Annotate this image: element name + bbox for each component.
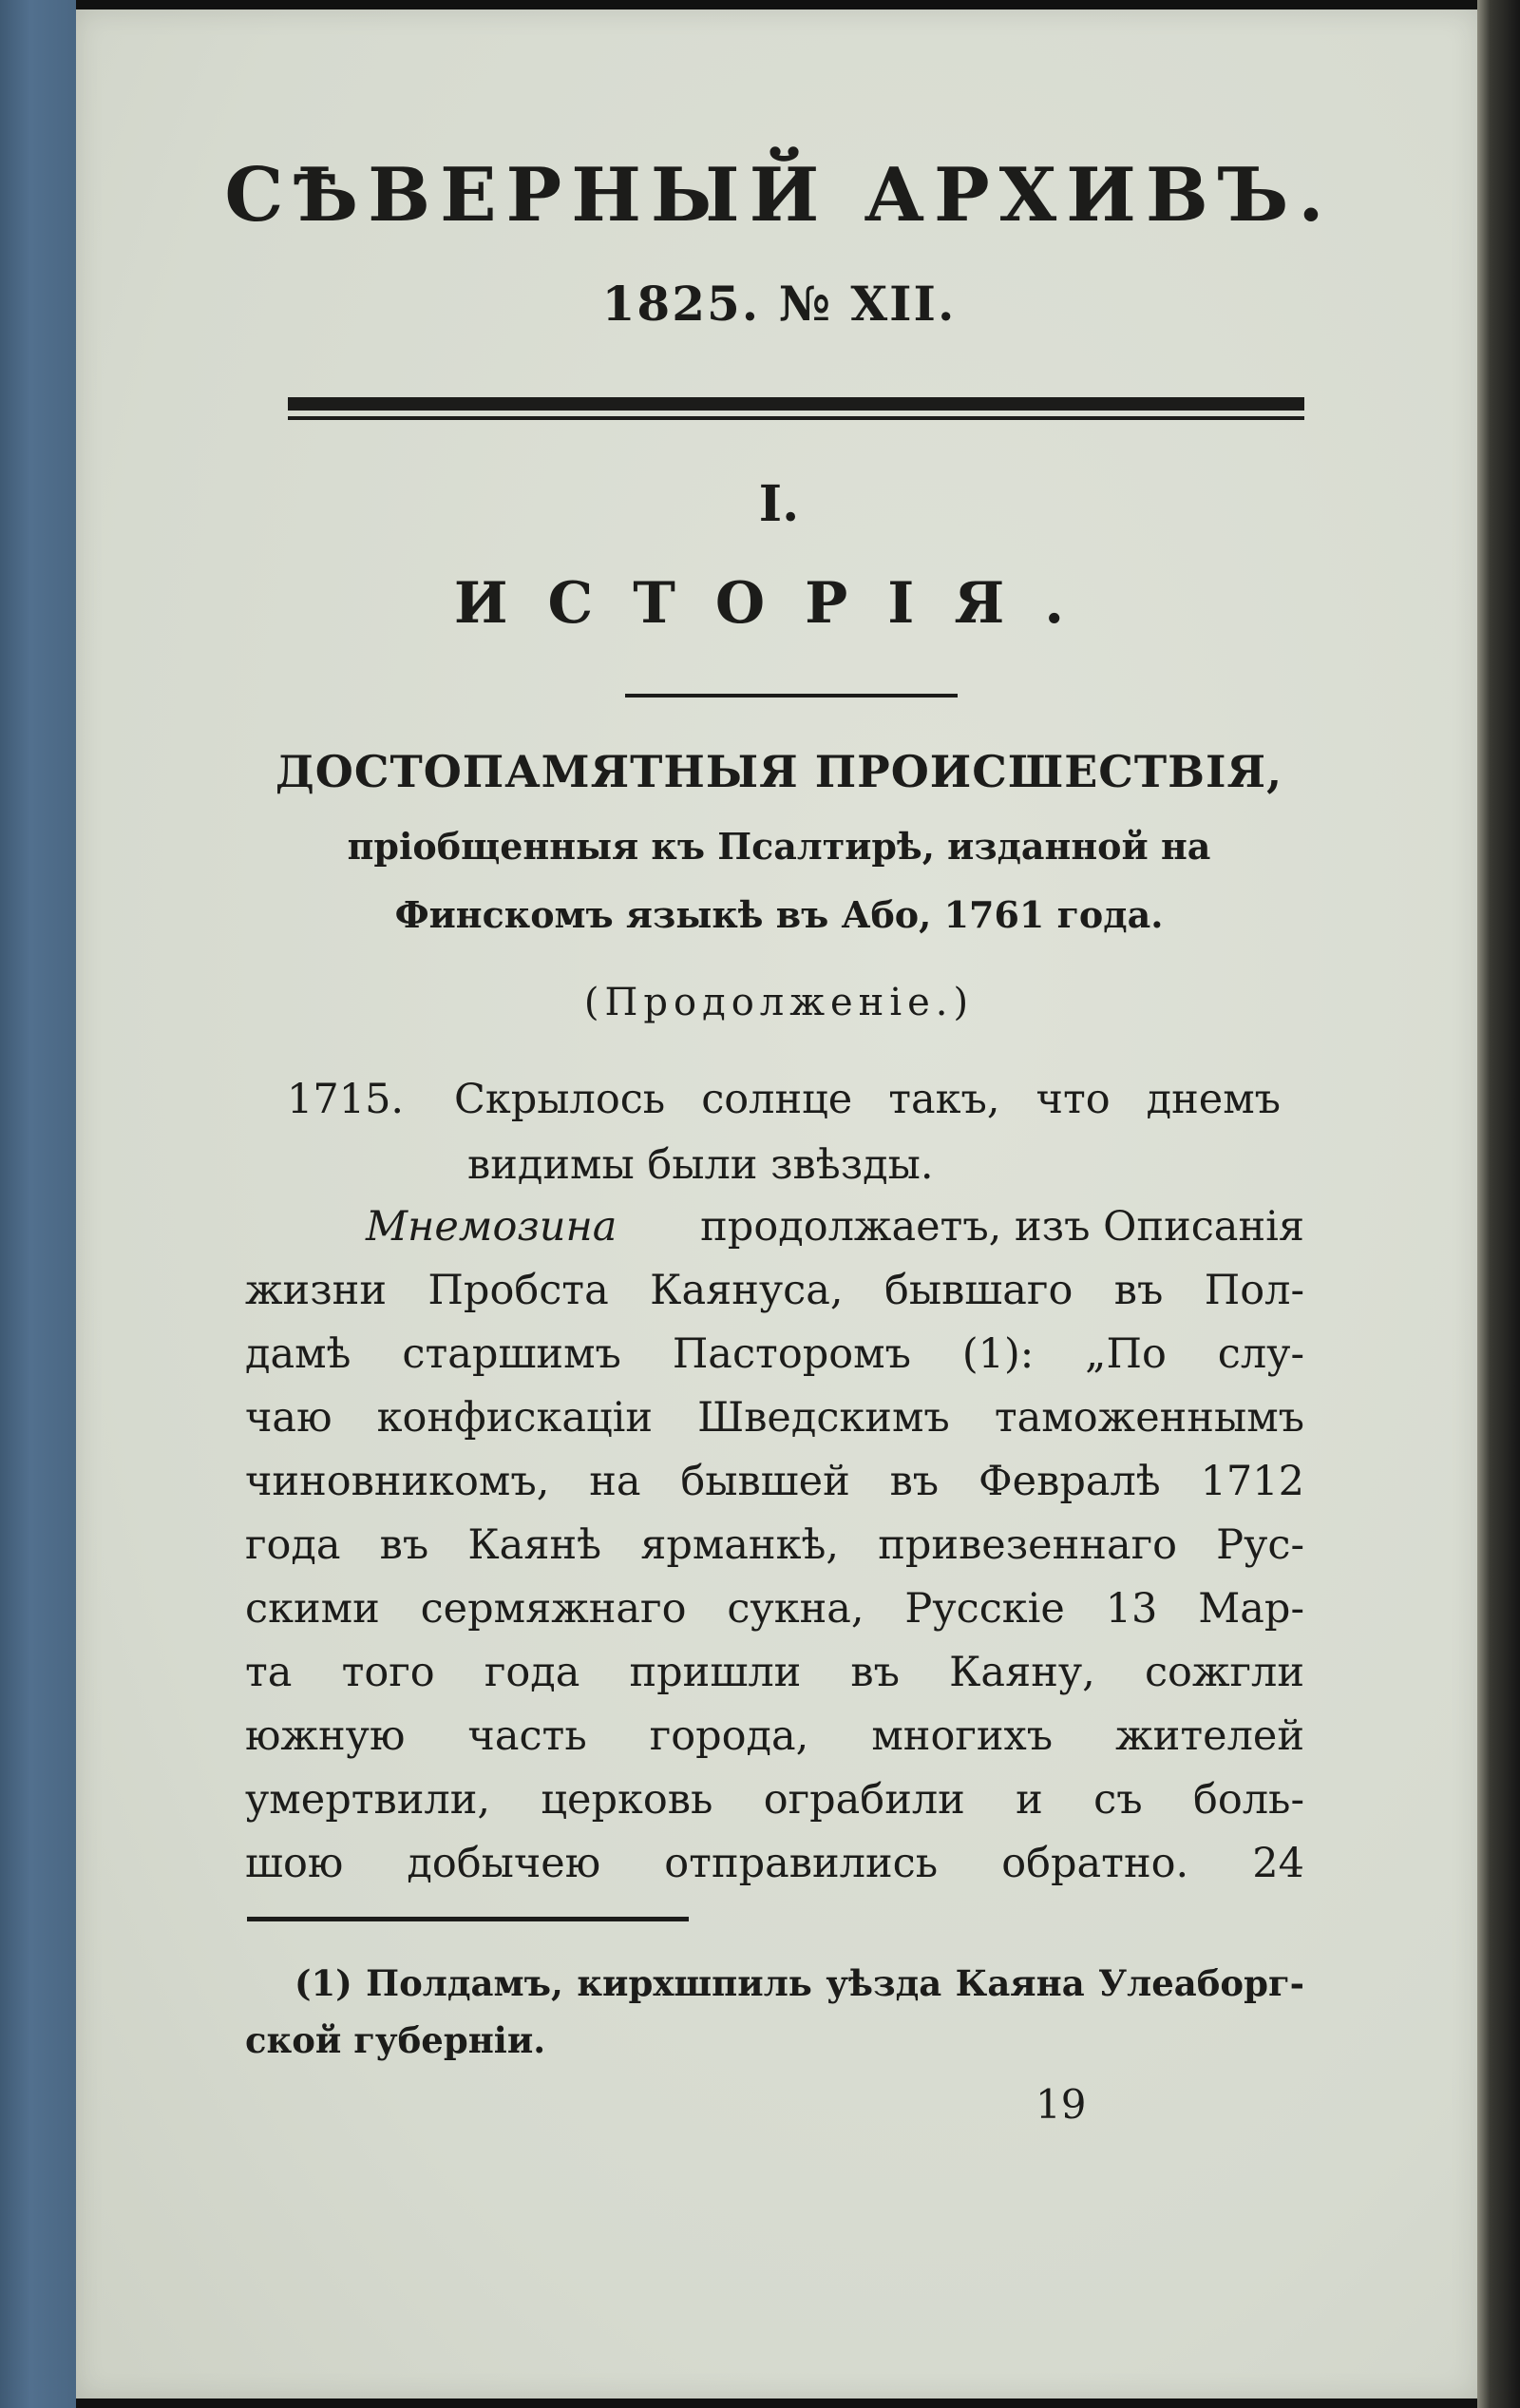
paragraph-line-1-rest: продолжаетъ, изъ Описанія [700, 1203, 1304, 1251]
article-subtitle-line-2: Финскомъ языкѣ въ Або, 1761 года. [394, 893, 1164, 936]
paragraph-line: шою добычею отправились обратно. 24 [245, 1840, 1304, 1887]
journal-title: СѢВЕРНЫЙ АРХИВЪ. [224, 152, 1334, 239]
book-spine [0, 0, 76, 2408]
section-number: I. [758, 475, 800, 533]
issue-number: 1825. № XII. [601, 276, 957, 332]
entry-line-2: видимы были звѣзды. [467, 1141, 934, 1189]
footnote-line-1: (1) Полдамъ, кирхшпиль уѣзда Каяна Улеаборг- [294, 1962, 1304, 2004]
footnote-rule [247, 1917, 689, 1921]
paragraph-line: та того года пришли въ Каяну, сожгли [245, 1649, 1304, 1696]
footnote-line-2: ской губерніи. [245, 2019, 546, 2061]
article-subtitle-line-1: пріобщенныя къ Псалтирѣ, изданной на [347, 825, 1211, 868]
mnemosyne-reference: Мнемозина [366, 1203, 618, 1251]
paragraph-line-1 [366, 1203, 1304, 1251]
page-edge [1477, 0, 1520, 2408]
paragraph-line: чиновникомъ, на бывшей въ Февралѣ 1712 [245, 1458, 1304, 1505]
paragraph-line: дамѣ старшимъ Пасторомъ (1): „По слу- [245, 1330, 1304, 1378]
continued-note: (Продолженіе.) [583, 981, 975, 1024]
paragraph-line: жизни Пробста Каянуса, бывшаго въ Пол- [245, 1267, 1304, 1314]
header-rule-thin [288, 416, 1304, 420]
paragraph-line: года въ Каянѣ ярманкѣ, привезеннаго Рус- [245, 1521, 1304, 1569]
page-number: 19 [1036, 2081, 1087, 2128]
section-title: ИСТОРІЯ. [453, 570, 1105, 637]
entry-line-1: Скрылось солнце такъ, что днемъ [454, 1076, 1281, 1123]
entry-year: 1715. [287, 1076, 405, 1123]
section-divider [625, 694, 958, 698]
paragraph-line: южную часть города, многихъ жителей [245, 1712, 1304, 1760]
paragraph-line: чаю конфискаціи Шведскимъ таможеннымъ [245, 1394, 1304, 1442]
paragraph-line: скими сермяжнаго сукна, Русскіе 13 Мар- [245, 1585, 1304, 1633]
paragraph-line: умертвили, церковь ограбили и съ боль- [245, 1776, 1304, 1824]
article-title: ДОСТОПАМЯТНЫЯ ПРОИСШЕСТВІЯ, [275, 746, 1283, 797]
header-rule-thick [288, 397, 1304, 411]
